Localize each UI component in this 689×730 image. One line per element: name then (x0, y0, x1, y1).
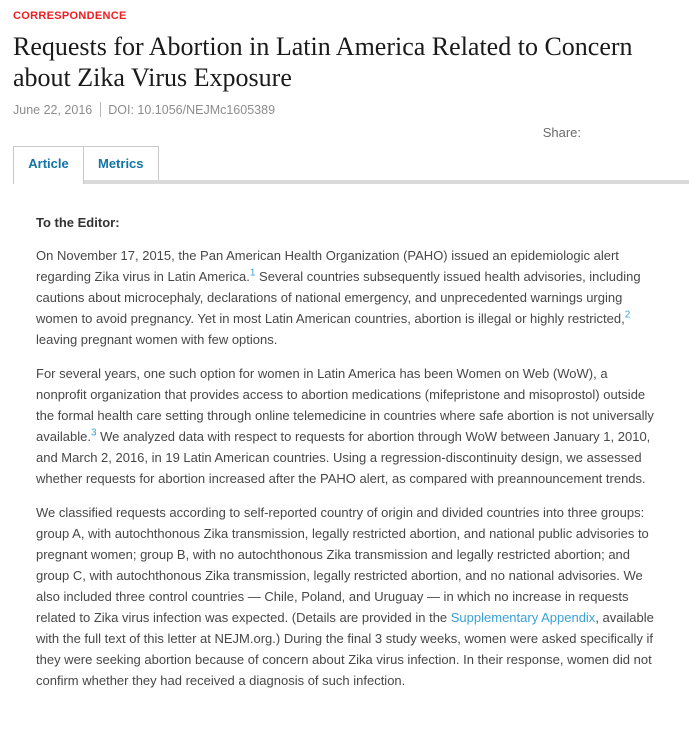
publish-date: June 22, 2016 (13, 102, 93, 117)
article-body (0, 184, 689, 691)
dateline-separator (100, 102, 101, 117)
tabbar-strip (84, 180, 689, 184)
paragraphs (36, 245, 656, 691)
text-run: , available with the full text of this letter at NEJM.org.) During the final 3 study weeks, women were asked specifically if they were seeking abortion because of concern about Zika virus infection. In their response, women did not confirm whether they had received a diagnosis of such infection. (36, 610, 654, 688)
paragraph (36, 245, 656, 350)
tab-metrics[interactable]: Metrics (84, 146, 159, 180)
section-kicker-correspondence[interactable]: CORRESPONDENCE (13, 10, 127, 22)
tab-bar (0, 146, 689, 184)
tab-article[interactable]: Article (13, 146, 84, 184)
paragraph (36, 502, 656, 691)
reference-2-link[interactable]: 2 (624, 309, 631, 321)
page-title: Requests for Abortion in Latin America Related to Concern about Zika Virus Exposure (13, 32, 633, 92)
text-run: On November 17, 2015, the Pan American Health Organization (PAHO) issued an epidemiologic alert regarding Zika virus in Latin America. (36, 248, 619, 284)
reference-1-link[interactable]: 1 (249, 267, 256, 279)
reference-3-link[interactable]: 3 (90, 427, 97, 439)
supplementary-appendix-link[interactable]: Supplementary Appendix (450, 610, 596, 625)
share-label: Share: (542, 125, 581, 140)
paragraph (36, 363, 656, 489)
share-row (0, 125, 689, 141)
salutation: To the Editor: (36, 215, 120, 230)
text-run: leaving pregnant women with few options. (36, 332, 278, 347)
text-run: We classified requests according to self-reported country of origin and divided countries into three groups: group A, with autochthonous Zika transmission, legally restricted abortion, and national public advisories to pregnant women; group B, with no autochthonous Zika transmission and legally restricted abortion; and group C, with autochthonous Zika transmission, legally restricted abortion, and no national advisories. We also included three control countries — Chile, Poland, and Uruguay — in which no increase in requests related to Zika virus infection was expected. (Details are provided in the (36, 505, 649, 625)
text-run: Several countries subsequently issued health advisories, including cautions about microcephaly, declarations of national emergency, and unprecedented warnings urging women to avoid pregnancy. Yet in most Latin American countries, abortion is illegal or highly restricted, (36, 269, 641, 326)
text-run: For several years, one such option for women in Latin America has been Women on Web (WoW), a nonprofit organization that provides access to abortion medications (mifepristone and misoprostol) outside the formal health care setting through online telemedicine in countries where safe abortion is not universally available. (36, 366, 654, 444)
doi: DOI: 10.1056/NEJMc1605389 (108, 102, 276, 117)
dateline (13, 102, 675, 117)
text-run: We analyzed data with respect to requests for abortion through WoW between January 1, 2010, and March 2, 2016, in 19 Latin American countries. Using a regression-discontinuity design, we assessed whether requests for abortion increased after the PAHO alert, as compared with preannouncement trends. (36, 429, 651, 486)
